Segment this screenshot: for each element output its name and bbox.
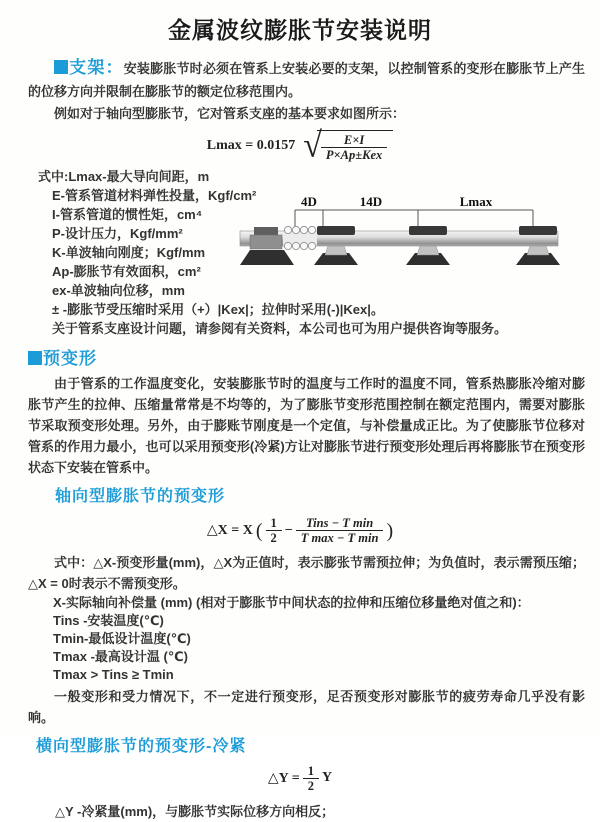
support-example-line: 例如对于轴向型膨胀节，它对管系支座的基本要求如图所示：	[54, 106, 406, 121]
dim-label-14d: 14D	[359, 194, 383, 209]
axial-closing-line: 一般变形和受力情况下，不一定进行预变形，足否预变形对膨胀节的疲劳寿命几乎没有影响。	[28, 688, 585, 725]
axial-formula	[0, 516, 600, 546]
pipe-support-diagram	[238, 193, 600, 289]
lateral-formula-lhs: △Y =	[267, 770, 300, 786]
axial-definitions-list	[53, 594, 600, 684]
half-numerator: 1	[303, 764, 319, 779]
definition-line: Tmin-最低设计温度(℃)	[53, 630, 191, 646]
support-intro-text: 安装膨胀节时必须在管系上安装必要的支架，以控制管系的变形在膨胀节上产生的位移方向并限制在膨胀节的额定位移范围内。	[28, 61, 585, 99]
sqrt-radical	[303, 126, 393, 165]
definition-line: Tins -安装温度(℃)	[53, 612, 164, 628]
bellows	[283, 226, 317, 249]
half-denominator: 2	[307, 778, 314, 793]
definition-line: I-管系管道的惯性矩，cm⁴	[52, 206, 203, 222]
radicand	[317, 130, 393, 163]
half-fraction	[266, 516, 282, 546]
radical-sign: √	[303, 126, 322, 165]
half-numerator: 1	[266, 516, 282, 531]
page-title: 金属波纹膨胀节安装说明	[168, 17, 432, 43]
temperature-denominator: T max − T min	[300, 531, 379, 546]
lmax-formula	[0, 126, 600, 165]
temperature-fraction	[296, 516, 384, 546]
half-denominator: 2	[270, 531, 277, 546]
temperature-numerator: Tins − T min	[296, 516, 384, 531]
definition-line: Tmax > Tins ≥ Tmin	[53, 666, 174, 682]
support-section-heading: 支架：	[69, 58, 124, 77]
axial-subheading: 轴向型膨胀节的预变形	[55, 487, 226, 505]
definition-line: X-实际轴向补偿量 (mm) (相对于膨胀节中间状态的拉伸和压缩位移量绝对值之和)：	[53, 594, 530, 610]
definition-line: 式中:Lmax-最大导向间距，m	[38, 168, 210, 184]
lateral-formula	[0, 764, 600, 794]
lmax-fraction	[321, 133, 387, 163]
lmax-formula-lhs: Lmax = 0.0157	[206, 138, 296, 154]
definition-line: K-单波轴向刚度；Kgf/mm	[52, 244, 206, 260]
lmax-fraction-numerator: E×I	[321, 133, 387, 148]
lateral-formula-rhs: Y	[321, 770, 333, 786]
axial-formula-lhs: △X = X	[206, 523, 253, 539]
half-fraction	[303, 764, 319, 794]
lmax-fraction-denominator: P×Ap±Kex	[325, 148, 383, 163]
definition-line: E-管系管道材料弹性投量，Kgf/cm²	[52, 187, 257, 203]
predeform-section-heading: 预变形	[43, 348, 97, 368]
dim-label-4d: 4D	[301, 194, 317, 209]
definition-line: Ap-膨胀节有效面积，cm²	[52, 263, 201, 279]
lateral-note: △Y -冷紧量(mm)，与膨胀节实际位移方向相反；	[55, 804, 335, 820]
support-intro-paragraph	[28, 56, 585, 103]
definition-line: ex-单波轴向位移，mm	[52, 282, 185, 298]
definition-line: ± -膨胀节受压缩时采用（+）|Kex|；拉伸时采用(-)|Kex|。	[52, 301, 384, 317]
axial-note: 式中：△X-预变形量(mm)，△X为正值时，表示膨张节需预拉伸；为负值时，表示需预压缩；△X = 0时表示不需预变形。	[28, 554, 585, 591]
minus-operator: −	[284, 522, 293, 538]
dim-label-lmax: Lmax	[459, 194, 493, 209]
definition-line: Tmax -最高设计温 (℃)	[53, 648, 188, 664]
definition-line: P-设计压力，Kgf/mm²	[52, 225, 183, 241]
section-marker-icon	[28, 351, 42, 365]
lateral-subheading: 横向型膨胀节的预变形-冷紧	[36, 737, 247, 755]
close-paren: )	[386, 519, 394, 542]
definition-line: 关于管系支座设计问题，请参阅有关资料，本公司也可为用户提供咨询等服务。	[52, 320, 508, 336]
section-marker-icon	[54, 60, 68, 74]
predeform-heading-line	[28, 348, 585, 371]
open-paren: (	[255, 519, 263, 542]
predeform-paragraph: 由于管系的工作温度变化，安装膨胀节时的温度与工作时的温度不同，管系热膨胀冷缩对膨胀节产生的拉伸、压缩量常常是不均等的，为了膨胀节变形范围控制在额定范围内，需要对膨胀节采取预变形处理。另外，由于膨账节刚度是一个定值，与补偿量成正比。为了使膨胀节位移对管系的作用力最小，也可以采用预变形(冷紧)方让对膨胀节进行预变形处理后再将膨胀节在预变形状态下安装在管系中。	[28, 375, 585, 475]
